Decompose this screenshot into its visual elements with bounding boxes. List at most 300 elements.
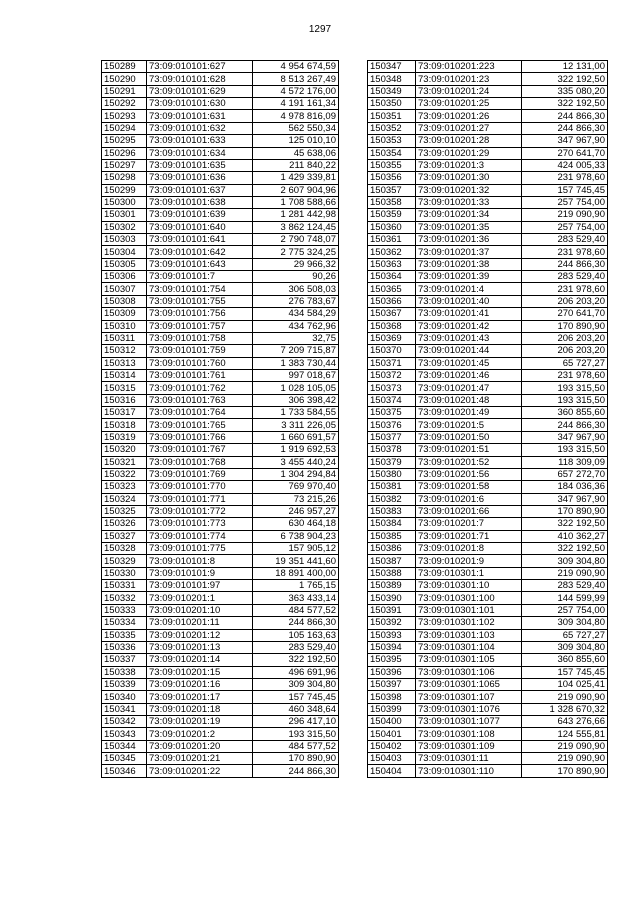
amount-cell: 3 455 440,24 (253, 456, 339, 468)
row-number-cell: 150366 (368, 295, 416, 307)
table-row (102, 196, 339, 208)
cadastral-number-cell: 73:09:010201:16 (147, 678, 253, 690)
table-row (368, 209, 608, 221)
row-number-cell: 150342 (102, 716, 147, 728)
table-row (368, 592, 608, 604)
cadastral-number-cell: 73:09:010201:29 (416, 147, 522, 159)
table-row (102, 246, 339, 258)
amount-cell: 244 866,30 (522, 110, 608, 122)
table-row (102, 419, 339, 431)
table-row (102, 73, 339, 85)
amount-cell: 1 919 692,53 (253, 444, 339, 456)
table-row (368, 172, 608, 184)
cadastral-number-cell: 73:09:010201:41 (416, 308, 522, 320)
table-row (368, 221, 608, 233)
amount-cell: 65 727,27 (522, 629, 608, 641)
table-row (102, 345, 339, 357)
amount-cell: 322 192,50 (522, 518, 608, 530)
row-number-cell: 150361 (368, 234, 416, 246)
amount-cell: 219 090,90 (522, 753, 608, 765)
row-number-cell: 150347 (368, 61, 416, 73)
amount-cell: 8 513 267,49 (253, 73, 339, 85)
amount-cell: 244 866,30 (253, 765, 339, 777)
table-row (102, 505, 339, 517)
row-number-cell: 150307 (102, 283, 147, 295)
cadastral-number-cell: 73:09:010201:11 (147, 617, 253, 629)
table-row (368, 530, 608, 542)
amount-cell: 157 745,45 (253, 691, 339, 703)
row-number-cell: 150293 (102, 110, 147, 122)
amount-cell: 244 866,30 (522, 258, 608, 270)
cadastral-number-cell: 73:09:010101:641 (147, 234, 253, 246)
table-row (368, 580, 608, 592)
cadastral-number-cell: 73:09:010101:639 (147, 209, 253, 221)
row-number-cell: 150333 (102, 604, 147, 616)
table-row (368, 61, 608, 73)
row-number-cell: 150404 (368, 765, 416, 777)
table-row (102, 765, 339, 777)
cadastral-number-cell: 73:09:010101:634 (147, 147, 253, 159)
cadastral-number-cell: 73:09:010101:755 (147, 295, 253, 307)
cadastral-number-cell: 73:09:010201:28 (416, 135, 522, 147)
row-number-cell: 150316 (102, 394, 147, 406)
amount-cell: 105 163,63 (253, 629, 339, 641)
row-number-cell: 150310 (102, 320, 147, 332)
cadastral-number-cell: 73:09:010201:52 (416, 456, 522, 468)
amount-cell: 157 905,12 (253, 543, 339, 555)
table-row (368, 678, 608, 690)
row-number-cell: 150368 (368, 320, 416, 332)
amount-cell: 124 555,81 (522, 728, 608, 740)
row-number-cell: 150335 (102, 629, 147, 641)
table-row (102, 369, 339, 381)
row-number-cell: 150392 (368, 617, 416, 629)
table-row (102, 703, 339, 715)
row-number-cell: 150330 (102, 567, 147, 579)
table-row (368, 345, 608, 357)
row-number-cell: 150320 (102, 444, 147, 456)
amount-cell: 460 348,64 (253, 703, 339, 715)
row-number-cell: 150326 (102, 518, 147, 530)
amount-cell: 496 691,96 (253, 666, 339, 678)
cadastral-number-cell: 73:09:010201:9 (416, 555, 522, 567)
cadastral-number-cell: 73:09:010201:4 (416, 283, 522, 295)
row-number-cell: 150370 (368, 345, 416, 357)
amount-cell: 347 967,90 (522, 493, 608, 505)
amount-cell: 309 304,80 (522, 617, 608, 629)
amount-cell: 434 762,96 (253, 320, 339, 332)
amount-cell: 4 954 674,59 (253, 61, 339, 73)
table-row (368, 283, 608, 295)
table-row (102, 234, 339, 246)
table-row (102, 543, 339, 555)
amount-cell: 144 599,99 (522, 592, 608, 604)
cadastral-number-cell: 73:09:010301:106 (416, 666, 522, 678)
amount-cell: 211 840,22 (253, 159, 339, 171)
row-number-cell: 150297 (102, 159, 147, 171)
amount-cell: 1 765,15 (253, 580, 339, 592)
row-number-cell: 150390 (368, 592, 416, 604)
amount-cell: 157 745,45 (522, 184, 608, 196)
cadastral-number-cell: 73:09:010301:1065 (416, 678, 522, 690)
table-row (368, 85, 608, 97)
row-number-cell: 150304 (102, 246, 147, 258)
amount-cell: 276 783,67 (253, 295, 339, 307)
row-number-cell: 150383 (368, 505, 416, 517)
row-number-cell: 150349 (368, 85, 416, 97)
cadastral-number-cell: 73:09:010101:629 (147, 85, 253, 97)
cadastral-number-cell: 73:09:010201:18 (147, 703, 253, 715)
row-number-cell: 150309 (102, 308, 147, 320)
cadastral-number-cell: 73:09:010201:5 (416, 419, 522, 431)
amount-cell: 562 550,34 (253, 122, 339, 134)
row-number-cell: 150294 (102, 122, 147, 134)
amount-cell: 170 890,90 (522, 765, 608, 777)
table-row (102, 98, 339, 110)
cadastral-number-cell: 73:09:010101:762 (147, 382, 253, 394)
table-row (368, 493, 608, 505)
amount-cell: 296 417,10 (253, 716, 339, 728)
cadastral-number-cell: 73:09:010101:638 (147, 196, 253, 208)
amount-cell: 219 090,90 (522, 567, 608, 579)
table-row (368, 308, 608, 320)
amount-cell: 283 529,40 (253, 641, 339, 653)
row-number-cell: 150322 (102, 468, 147, 480)
cadastral-number-cell: 73:09:010201:13 (147, 641, 253, 653)
cadastral-number-cell: 73:09:010201:30 (416, 172, 522, 184)
row-number-cell: 150379 (368, 456, 416, 468)
row-number-cell: 150337 (102, 654, 147, 666)
row-number-cell: 150389 (368, 580, 416, 592)
cadastral-number-cell: 73:09:010201:24 (416, 85, 522, 97)
table-row (102, 258, 339, 270)
row-number-cell: 150306 (102, 271, 147, 283)
amount-cell: 1 383 730,44 (253, 357, 339, 369)
row-number-cell: 150301 (102, 209, 147, 221)
table-row (102, 431, 339, 443)
row-number-cell: 150402 (368, 740, 416, 752)
cadastral-number-cell: 73:09:010201:21 (147, 753, 253, 765)
row-number-cell: 150295 (102, 135, 147, 147)
row-number-cell: 150318 (102, 419, 147, 431)
cadastral-number-cell: 73:09:010101:7 (147, 271, 253, 283)
amount-cell: 360 855,60 (522, 407, 608, 419)
table-row (368, 518, 608, 530)
cadastral-number-cell: 73:09:010201:36 (416, 234, 522, 246)
cadastral-table-left (101, 60, 339, 778)
row-number-cell: 150393 (368, 629, 416, 641)
table-row (102, 308, 339, 320)
table-row (368, 703, 608, 715)
cadastral-number-cell: 73:09:010101:768 (147, 456, 253, 468)
table-row (368, 728, 608, 740)
row-number-cell: 150354 (368, 147, 416, 159)
amount-cell: 1 304 294,84 (253, 468, 339, 480)
amount-cell: 206 203,20 (522, 345, 608, 357)
row-number-cell: 150362 (368, 246, 416, 258)
table-row (102, 740, 339, 752)
table-row (102, 159, 339, 171)
cadastral-number-cell: 73:09:010101:761 (147, 369, 253, 381)
cadastral-number-cell: 73:09:010101:640 (147, 221, 253, 233)
table-row (368, 295, 608, 307)
cadastral-number-cell: 73:09:010201:35 (416, 221, 522, 233)
row-number-cell: 150356 (368, 172, 416, 184)
table-row (102, 85, 339, 97)
table-row (102, 641, 339, 653)
cadastral-number-cell: 73:09:010301:1076 (416, 703, 522, 715)
table-row (102, 530, 339, 542)
cadastral-number-cell: 73:09:010101:631 (147, 110, 253, 122)
cadastral-number-cell: 73:09:010201:49 (416, 407, 522, 419)
amount-cell: 32,75 (253, 332, 339, 344)
table-row (368, 481, 608, 493)
cadastral-number-cell: 73:09:010101:627 (147, 61, 253, 73)
row-number-cell: 150391 (368, 604, 416, 616)
row-number-cell: 150324 (102, 493, 147, 505)
table-row (368, 419, 608, 431)
table-row (368, 407, 608, 419)
table-row (102, 592, 339, 604)
row-number-cell: 150315 (102, 382, 147, 394)
table-row (368, 271, 608, 283)
row-number-cell: 150338 (102, 666, 147, 678)
cadastral-number-cell: 73:09:010201:22 (147, 765, 253, 777)
amount-cell: 19 351 441,60 (253, 555, 339, 567)
table-row (102, 295, 339, 307)
row-number-cell: 150359 (368, 209, 416, 221)
amount-cell: 6 738 904,23 (253, 530, 339, 542)
row-number-cell: 150400 (368, 716, 416, 728)
cadastral-number-cell: 73:09:010101:769 (147, 468, 253, 480)
cadastral-number-cell: 73:09:010101:760 (147, 357, 253, 369)
table-row (102, 147, 339, 159)
row-number-cell: 150343 (102, 728, 147, 740)
cadastral-number-cell: 73:09:010101:8 (147, 555, 253, 567)
amount-cell: 244 866,30 (522, 122, 608, 134)
table-row (368, 147, 608, 159)
row-number-cell: 150363 (368, 258, 416, 270)
row-number-cell: 150303 (102, 234, 147, 246)
row-number-cell: 150378 (368, 444, 416, 456)
table-row (102, 493, 339, 505)
row-number-cell: 150305 (102, 258, 147, 270)
table-row (102, 283, 339, 295)
table-row (368, 98, 608, 110)
table-row (368, 122, 608, 134)
row-number-cell: 150397 (368, 678, 416, 690)
cadastral-number-cell: 73:09:010201:45 (416, 357, 522, 369)
cadastral-number-cell: 73:09:010101:628 (147, 73, 253, 85)
amount-cell: 769 970,40 (253, 481, 339, 493)
row-number-cell: 150334 (102, 617, 147, 629)
cadastral-number-cell: 73:09:010201:2 (147, 728, 253, 740)
table-row (102, 456, 339, 468)
amount-cell: 2 775 324,25 (253, 246, 339, 258)
cadastral-number-cell: 73:09:010101:637 (147, 184, 253, 196)
cadastral-number-cell: 73:09:010301:107 (416, 691, 522, 703)
row-number-cell: 150308 (102, 295, 147, 307)
cadastral-number-cell: 73:09:010101:770 (147, 481, 253, 493)
table-row (368, 444, 608, 456)
table-row (368, 617, 608, 629)
row-number-cell: 150396 (368, 666, 416, 678)
row-number-cell: 150345 (102, 753, 147, 765)
table-row (102, 271, 339, 283)
cadastral-number-cell: 73:09:010301:101 (416, 604, 522, 616)
row-number-cell: 150384 (368, 518, 416, 530)
table-row (368, 332, 608, 344)
amount-cell: 157 745,45 (522, 666, 608, 678)
table-row (102, 753, 339, 765)
row-number-cell: 150371 (368, 357, 416, 369)
cadastral-number-cell: 73:09:010201:56 (416, 468, 522, 480)
table-row (368, 246, 608, 258)
row-number-cell: 150377 (368, 431, 416, 443)
row-number-cell: 150355 (368, 159, 416, 171)
cadastral-number-cell: 73:09:010101:9 (147, 567, 253, 579)
amount-cell: 484 577,52 (253, 740, 339, 752)
amount-cell: 410 362,27 (522, 530, 608, 542)
row-number-cell: 150394 (368, 641, 416, 653)
cadastral-number-cell: 73:09:010201:66 (416, 505, 522, 517)
table-row (368, 604, 608, 616)
row-number-cell: 150399 (368, 703, 416, 715)
amount-cell: 335 080,20 (522, 85, 608, 97)
table-row (368, 543, 608, 555)
cadastral-number-cell: 73:09:010101:630 (147, 98, 253, 110)
row-number-cell: 150311 (102, 332, 147, 344)
cadastral-number-cell: 73:09:010201:50 (416, 431, 522, 443)
table-row (102, 61, 339, 73)
amount-cell: 206 203,20 (522, 295, 608, 307)
amount-cell: 306 398,42 (253, 394, 339, 406)
cadastral-number-cell: 73:09:010201:37 (416, 246, 522, 258)
cadastral-number-cell: 73:09:010201:10 (147, 604, 253, 616)
cadastral-number-cell: 73:09:010201:47 (416, 382, 522, 394)
cadastral-number-cell: 73:09:010201:15 (147, 666, 253, 678)
cadastral-number-cell: 73:09:010101:766 (147, 431, 253, 443)
amount-cell: 65 727,27 (522, 357, 608, 369)
amount-cell: 306 508,03 (253, 283, 339, 295)
table-row (368, 196, 608, 208)
amount-cell: 231 978,60 (522, 246, 608, 258)
table-row (102, 221, 339, 233)
table-row (102, 332, 339, 344)
row-number-cell: 150296 (102, 147, 147, 159)
amount-cell: 219 090,90 (522, 209, 608, 221)
amount-cell: 231 978,60 (522, 369, 608, 381)
table-row (102, 122, 339, 134)
row-number-cell: 150386 (368, 543, 416, 555)
row-number-cell: 150403 (368, 753, 416, 765)
amount-cell: 1 708 588,66 (253, 196, 339, 208)
amount-cell: 184 036,36 (522, 481, 608, 493)
cadastral-number-cell: 73:09:010201:46 (416, 369, 522, 381)
cadastral-number-cell: 73:09:010101:633 (147, 135, 253, 147)
row-number-cell: 150300 (102, 196, 147, 208)
cadastral-number-cell: 73:09:010301:104 (416, 641, 522, 653)
cadastral-number-cell: 73:09:010301:1077 (416, 716, 522, 728)
amount-cell: 193 315,50 (522, 382, 608, 394)
amount-cell: 1 028 105,05 (253, 382, 339, 394)
amount-cell: 322 192,50 (522, 543, 608, 555)
amount-cell: 322 192,50 (253, 654, 339, 666)
row-number-cell: 150323 (102, 481, 147, 493)
row-number-cell: 150325 (102, 505, 147, 517)
cadastral-number-cell: 73:09:010201:17 (147, 691, 253, 703)
table-row (102, 604, 339, 616)
cadastral-number-cell: 73:09:010201:8 (416, 543, 522, 555)
table-row (368, 456, 608, 468)
row-number-cell: 150290 (102, 73, 147, 85)
cadastral-number-cell: 73:09:010201:223 (416, 61, 522, 73)
amount-cell: 244 866,30 (522, 419, 608, 431)
row-number-cell: 150375 (368, 407, 416, 419)
table-row (368, 382, 608, 394)
table-row (368, 394, 608, 406)
row-number-cell: 150357 (368, 184, 416, 196)
row-number-cell: 150348 (368, 73, 416, 85)
table-row (368, 468, 608, 480)
cadastral-number-cell: 73:09:010201:43 (416, 332, 522, 344)
cadastral-number-cell: 73:09:010301:11 (416, 753, 522, 765)
amount-cell: 322 192,50 (522, 73, 608, 85)
row-number-cell: 150328 (102, 543, 147, 555)
amount-cell: 363 433,14 (253, 592, 339, 604)
table-row (102, 617, 339, 629)
table-row (368, 716, 608, 728)
table-row (368, 629, 608, 641)
amount-cell: 1 660 691,57 (253, 431, 339, 443)
cadastral-number-cell: 73:09:010201:38 (416, 258, 522, 270)
table-row (102, 357, 339, 369)
amount-cell: 18 891 400,00 (253, 567, 339, 579)
row-number-cell: 150385 (368, 530, 416, 542)
amount-cell: 3 311 226,05 (253, 419, 339, 431)
amount-cell: 118 309,09 (522, 456, 608, 468)
amount-cell: 347 967,90 (522, 135, 608, 147)
table-row (368, 320, 608, 332)
table-row (102, 481, 339, 493)
amount-cell: 219 090,90 (522, 740, 608, 752)
page-number: 1297 (308, 24, 332, 35)
cadastral-number-cell: 73:09:010201:1 (147, 592, 253, 604)
amount-cell: 309 304,80 (253, 678, 339, 690)
row-number-cell: 150312 (102, 345, 147, 357)
row-number-cell: 150374 (368, 394, 416, 406)
amount-cell: 322 192,50 (522, 98, 608, 110)
table-row (368, 369, 608, 381)
amount-cell: 360 855,60 (522, 654, 608, 666)
amount-cell: 484 577,52 (253, 604, 339, 616)
cadastral-number-cell: 73:09:010201:58 (416, 481, 522, 493)
cadastral-number-cell: 73:09:010201:14 (147, 654, 253, 666)
table-row (368, 159, 608, 171)
cadastral-number-cell: 73:09:010201:33 (416, 196, 522, 208)
table-row (102, 110, 339, 122)
cadastral-number-cell: 73:09:010301:100 (416, 592, 522, 604)
amount-cell: 4 191 161,34 (253, 98, 339, 110)
amount-cell: 193 315,50 (522, 444, 608, 456)
row-number-cell: 150302 (102, 221, 147, 233)
row-number-cell: 150398 (368, 691, 416, 703)
row-number-cell: 150291 (102, 85, 147, 97)
cadastral-number-cell: 73:09:010101:632 (147, 122, 253, 134)
cadastral-number-cell: 73:09:010201:19 (147, 716, 253, 728)
row-number-cell: 150350 (368, 98, 416, 110)
cadastral-number-cell: 73:09:010101:754 (147, 283, 253, 295)
